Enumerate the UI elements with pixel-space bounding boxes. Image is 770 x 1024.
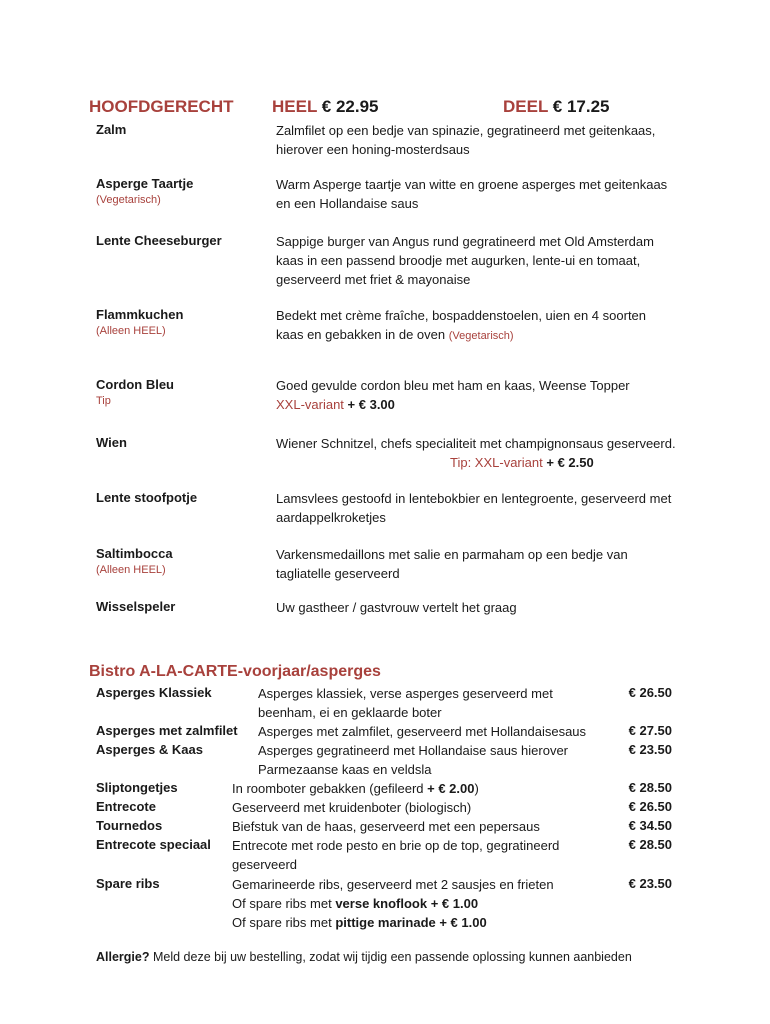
deel-label: DEEL € 17.25 xyxy=(503,97,610,116)
section-title-hoofdgerecht: HOOFDGERECHT xyxy=(89,97,234,116)
dish-description: Zalmfilet op een bedje van spinazie, gegratineerd met geitenkaas, hierover een honing-mosterdsaus xyxy=(276,123,656,157)
dish-name: Asperges & Kaas xyxy=(96,742,203,757)
dish-description: Asperges met zalmfilet, geserveerd met Hollandaisesaus xyxy=(258,724,587,739)
tip-price: + € 2.50 xyxy=(546,455,594,470)
dish-name: Wisselspeler xyxy=(96,599,176,614)
dish-name: Spare ribs xyxy=(96,876,160,891)
dish-name: Cordon Bleu xyxy=(96,377,174,392)
dish-note: (Vegetarisch) xyxy=(96,194,161,206)
deel-price: € 17.25 xyxy=(552,97,610,116)
dish-name: Sliptongetjes xyxy=(96,780,178,795)
variant-label: XXL-variant xyxy=(276,397,344,412)
dish-description: Goed gevulde cordon bleu met ham en kaas, Weense Topper XXL-variant + € 3.00 xyxy=(276,378,630,412)
dish-option: Of spare ribs met pittige marinade + € 1.00 xyxy=(232,915,487,930)
dish-price: € 23.50 xyxy=(628,876,672,891)
dish-name: Zalm xyxy=(96,122,127,137)
dish-price: € 26.50 xyxy=(628,799,672,814)
dish-name: Asperge Taartje xyxy=(96,176,194,191)
dish-note: Tip xyxy=(96,395,111,407)
dish-description: Uw gastheer / gastvrouw vertelt het graag xyxy=(276,600,517,615)
dish-description: Entrecote met rode pesto en brie op de top, gegratineerd geserveerd xyxy=(232,838,560,872)
dish-description: Sappige burger van Angus rund gegratineerd met Old Amsterdam kaas in een passend broodje met augurken, lente-ui en tomaat, geserveerd met friet & mayonaise xyxy=(276,234,654,287)
allergy-notice: Allergie? Meld deze bij uw bestelling, zodat wij tijdig een passende oplossing kunnen aanbieden xyxy=(96,950,632,964)
dish-name: Lente stoofpotje xyxy=(96,490,198,505)
dish-name: Lente Cheeseburger xyxy=(96,233,222,248)
dish-description: Lamsvlees gestoofd in lentebokbier en lentegroente, geserveerd met aardappelkroketjes xyxy=(276,491,672,525)
dish-name: Entrecote xyxy=(96,799,156,814)
heel-price: € 22.95 xyxy=(321,97,379,116)
dish-note: (Alleen HEEL) xyxy=(96,325,166,337)
dish-price: € 26.50 xyxy=(628,685,672,700)
dish-option: Of spare ribs met verse knoflook + € 1.00 xyxy=(232,896,479,911)
dish-note: (Alleen HEEL) xyxy=(96,564,166,576)
dish-name: Tournedos xyxy=(96,818,163,833)
dish-name: Flammkuchen xyxy=(96,307,184,322)
dish-name: Wien xyxy=(96,435,127,450)
dish-price: € 23.50 xyxy=(628,742,672,757)
dish-description: Geserveerd met kruidenboter (biologisch) xyxy=(232,800,472,815)
dish-description: Gemarineerde ribs, geserveerd met 2 sausjes en frieten xyxy=(232,877,554,892)
dish-price: € 27.50 xyxy=(628,723,672,738)
dish-description: Bedekt met crème fraîche, bospaddenstoelen, uien en 4 soorten kaas en gebakken in de oven (Vegetarisch) xyxy=(276,308,647,342)
dish-name: Asperges met zalmfilet xyxy=(96,723,238,738)
extra-price: + € 2.00 xyxy=(427,781,475,796)
dish-description: Asperges klassiek, verse asperges geserveerd met beenham, ei en geklaarde boter xyxy=(258,686,553,720)
dish-description: Asperges gegratineerd met Hollandaise saus hierover Parmezaanse kaas en veldsla xyxy=(258,743,569,777)
variant-price: + € 3.00 xyxy=(347,397,395,412)
dish-price: € 28.50 xyxy=(628,837,672,852)
dish-description: Biefstuk van de haas, geserveerd met een pepersaus xyxy=(232,819,540,834)
dish-price: € 28.50 xyxy=(628,780,672,795)
heel-label: HEEL € 22.95 xyxy=(272,97,379,116)
dish-description: Warm Asperge taartje van witte en groene asperges met geitenkaas en een Hollandaise saus xyxy=(276,177,668,211)
dish-description: In roomboter gebakken (gefileerd + € 2.00) xyxy=(232,781,479,796)
section-title-bistro: Bistro A-LA-CARTE-voorjaar/asperges xyxy=(89,663,381,680)
tip-label: Tip: XXL-variant + € 2.50 xyxy=(450,455,594,470)
dish-name: Entrecote speciaal xyxy=(96,837,211,852)
dish-description: Varkensmedaillons met salie en parmaham op een bedje van tagliatelle geserveerd xyxy=(276,547,628,581)
dish-note: (Vegetarisch) xyxy=(448,330,514,342)
dish-description: Wiener Schnitzel, chefs specialiteit met champignonsaus geserveerd. xyxy=(276,436,676,451)
dish-name: Saltimbocca xyxy=(96,546,173,561)
dish-price: € 34.50 xyxy=(628,818,672,833)
dish-name: Asperges Klassiek xyxy=(96,685,212,700)
